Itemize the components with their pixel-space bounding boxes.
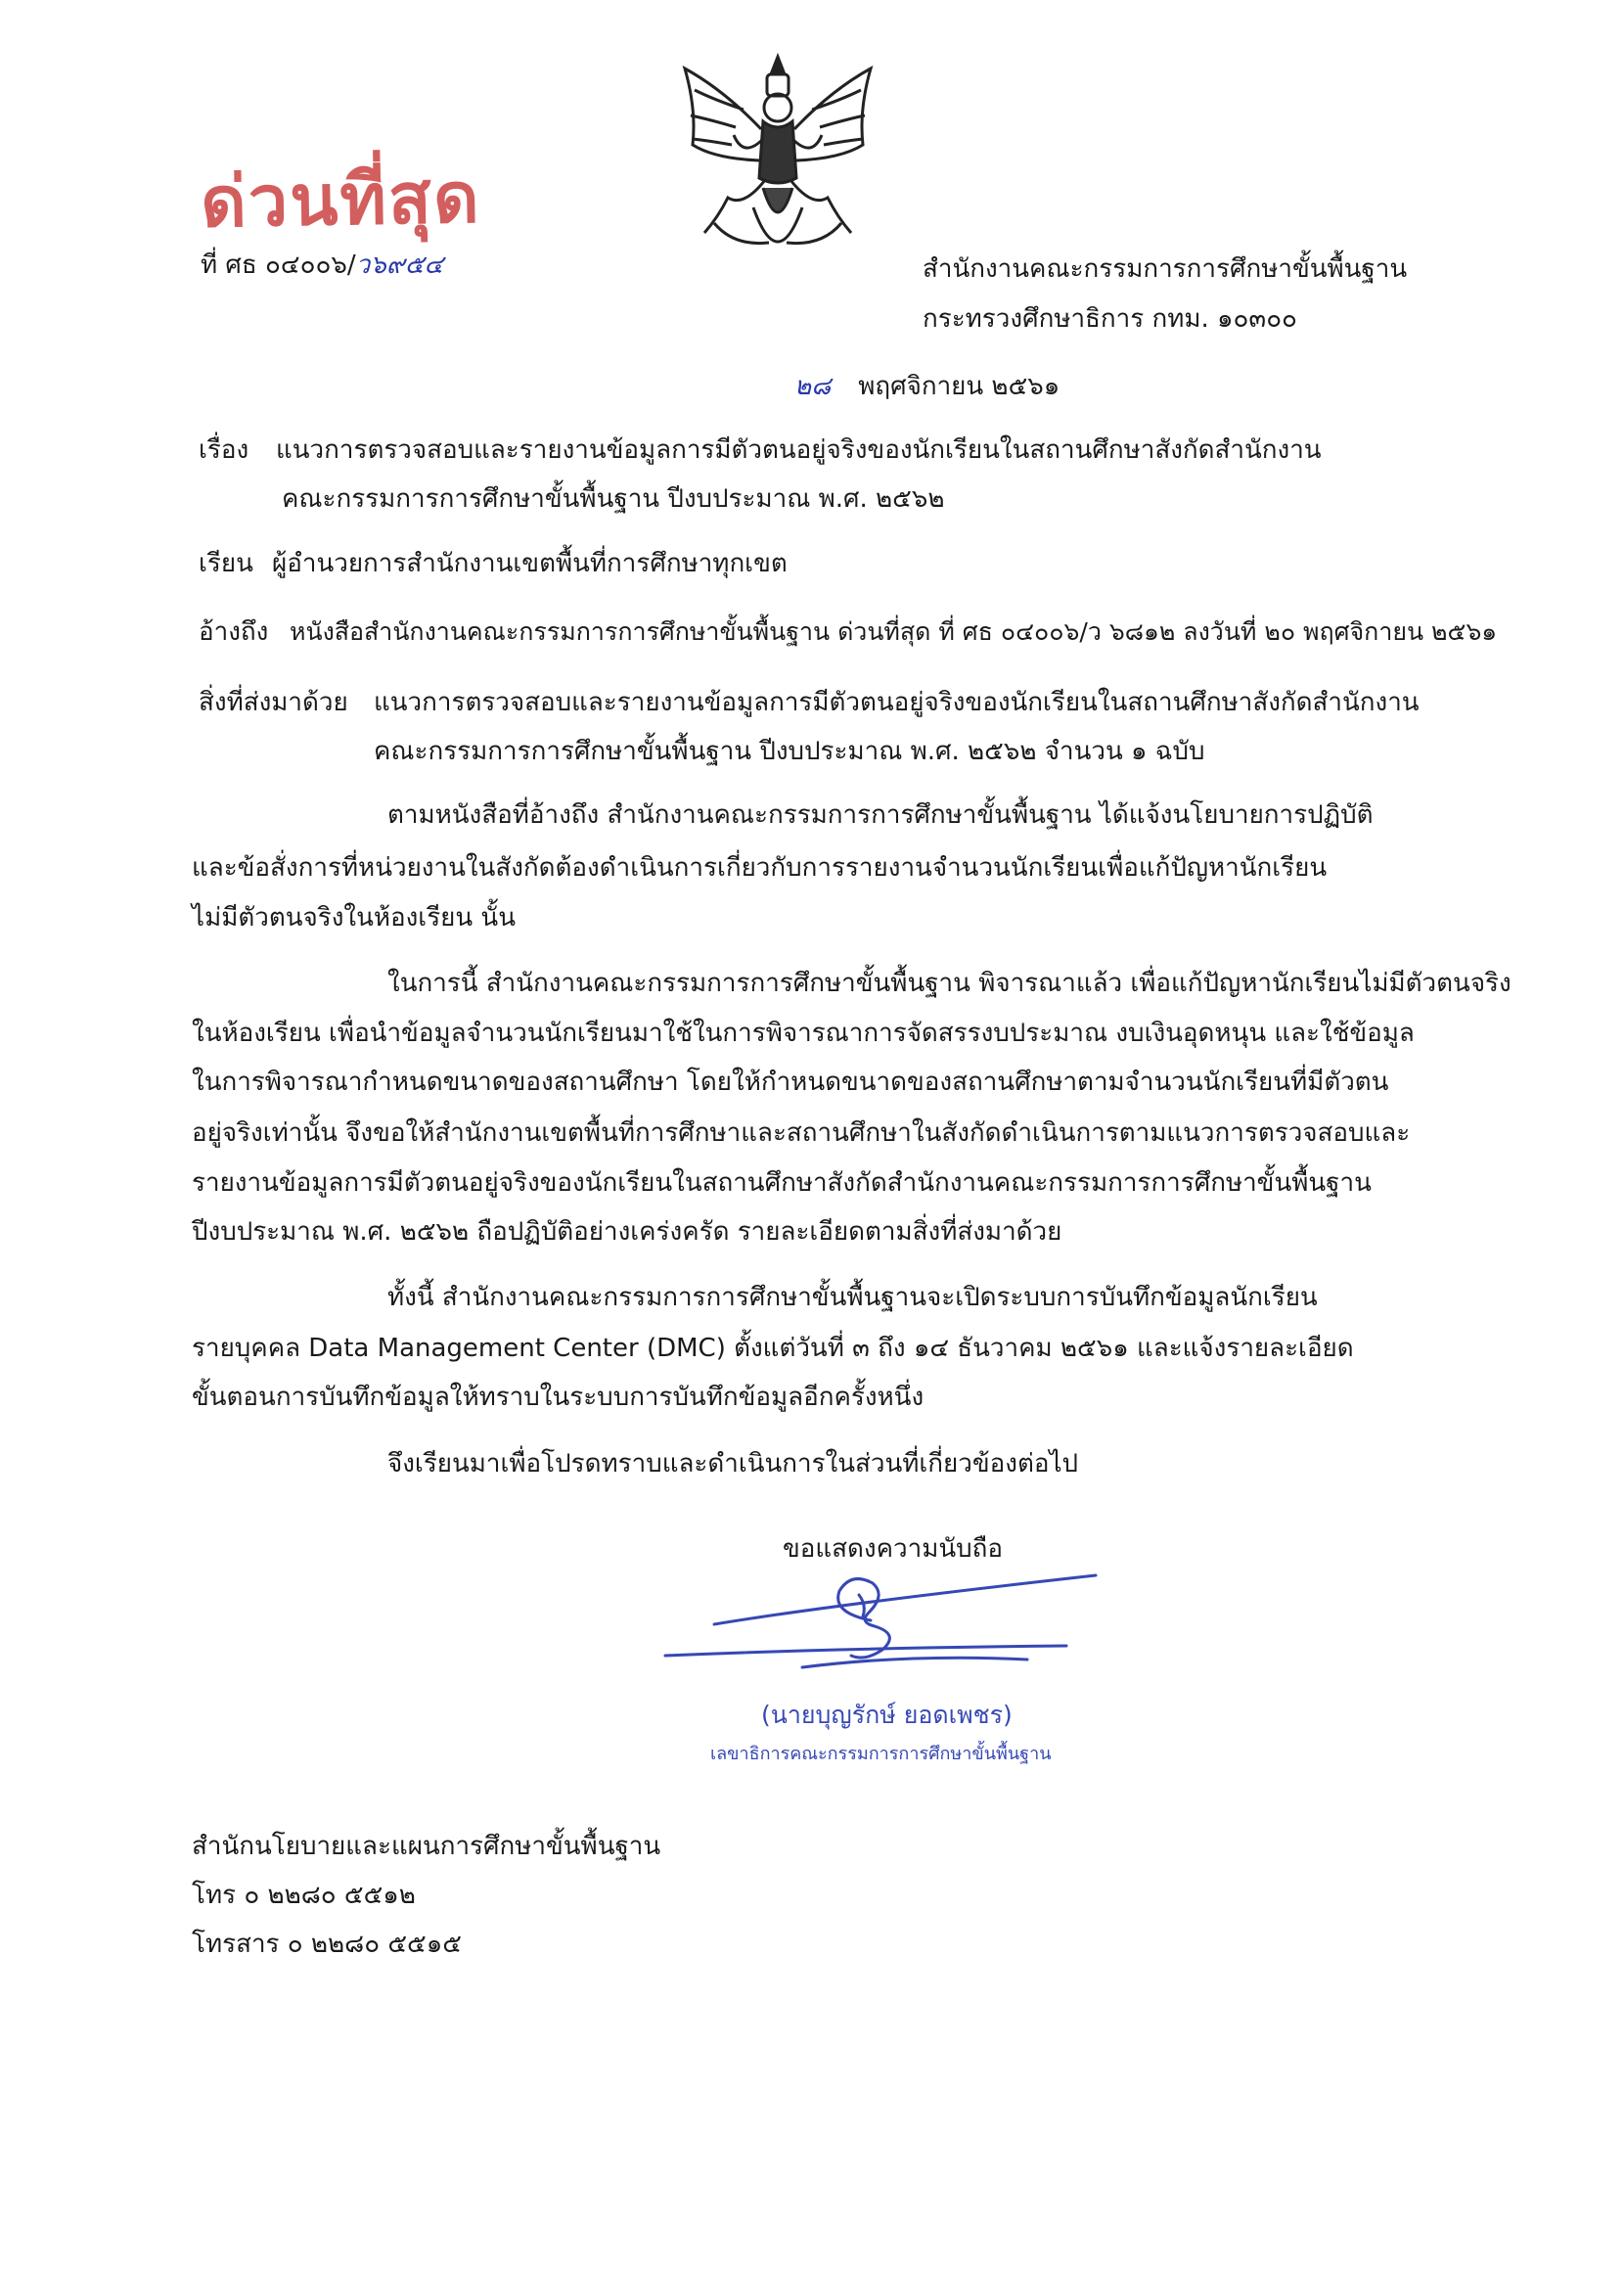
subject-label: เรื่อง	[199, 435, 249, 465]
paragraph-2-line-6: ปีงบประมาณ พ.ศ. ๒๕๖๒ ถือปฏิบัติอย่างเคร่งครัด รายละเอียดตามสิ่งที่ส่งมาด้วย	[192, 1217, 1062, 1247]
agency-name: สำนักงานคณะกรรมการการศึกษาขั้นพื้นฐาน	[923, 254, 1408, 284]
signatory-name: (นายบุญรักษ์ ยอดเพชร)	[761, 1701, 1013, 1729]
handwritten-day: ๒๘	[794, 372, 832, 401]
paragraph-1-line-3: ไม่มีตัวตนจริงในห้องเรียน นั้น	[192, 903, 516, 932]
footer-office: สำนักนโยบายและแผนการศึกษาขั้นพื้นฐาน	[192, 1832, 661, 1861]
handwritten-reference-number: ว๖๙๕๔	[355, 250, 444, 280]
enclosure-line-2: คณะกรรมการการศึกษาขั้นพื้นฐาน ปีงบประมาณ พ.ศ. ๒๕๖๒ จำนวน ๑ ฉบับ	[374, 737, 1205, 766]
reference-number	[201, 252, 443, 278]
enclosure-line-1: แนวการตรวจสอบและรายงานข้อมูลการมีตัวตนอยู่จริงของนักเรียนในสถานศึกษาสังกัดสำนักงาน	[374, 688, 1420, 717]
recipient-label: เรียน	[199, 549, 253, 578]
reference-prefix: ที่ ศธ ๐๔๐๐๖/	[201, 250, 356, 280]
subject-line-1: แนวการตรวจสอบและรายงานข้อมูลการมีตัวตนอยู่จริงของนักเรียนในสถานศึกษาสังกัดสำนักงาน	[276, 435, 1322, 465]
paragraph-3-line-2: รายบุคคล Data Management Center (DMC) ตั้งแต่วันที่ ๓ ถึง ๑๔ ธันวาคม ๒๕๖๑ และแจ้งรายละเอียด	[192, 1334, 1354, 1363]
garuda-emblem	[675, 51, 880, 282]
handwritten-signature	[655, 1566, 1105, 1673]
closing-sentence: จึงเรียนมาเพื่อโปรดทราบและดำเนินการในส่วนที่เกี่ยวข้องต่อไป	[387, 1449, 1079, 1478]
footer-fax: โทรสาร ๐ ๒๒๘๐ ๕๕๑๕	[192, 1930, 462, 1959]
reference-label: อ้างถึง	[199, 617, 269, 647]
paragraph-1-line-1: ตามหนังสือที่อ้างถึง สำนักงานคณะกรรมการการศึกษาขั้นพื้นฐาน ได้แจ้งนโยบายการปฏิบัติ	[387, 800, 1374, 830]
paragraph-2-line-2: ในห้องเรียน เพื่อนำข้อมูลจำนวนนักเรียนมาใช้ในการพิจารณาการจัดสรรงบประมาณ งบเงินอุดหนุน และใช้ข้อมูล	[192, 1019, 1415, 1048]
paragraph-3-line-3: ขั้นตอนการบันทึกข้อมูลให้ทราบในระบบการบันทึกข้อมูลอีกครั้งหนึ่ง	[192, 1383, 925, 1412]
date-month-year: พฤศจิกายน ๒๕๖๑	[858, 372, 1060, 401]
recipient: ผู้อำนวยการสำนักงานเขตพื้นที่การศึกษาทุกเขต	[272, 549, 788, 578]
subject-line-2: คณะกรรมการการศึกษาขั้นพื้นฐาน ปีงบประมาณ พ.ศ. ๒๕๖๒	[282, 484, 945, 514]
salutation: ขอแสดงความนับถือ	[783, 1534, 1003, 1564]
footer-phone: โทร ๐ ๒๒๘๐ ๕๕๑๒	[192, 1881, 416, 1910]
paragraph-2-line-1: ในการนี้ สำนักงานคณะกรรมการการศึกษาขั้นพื้นฐาน พิจารณาแล้ว เพื่อแก้ปัญหานักเรียนไม่มีตัวตนจริง	[387, 969, 1511, 998]
paragraph-2-line-4: อยู่จริงเท่านั้น จึงขอให้สำนักงานเขตพื้นที่การศึกษาและสถานศึกษาในสังกัดดำเนินการตามแนวการตรวจสอบและ	[192, 1118, 1411, 1148]
agency-address: กระทรวงศึกษาธิการ กทม. ๑๐๓๐๐	[923, 304, 1297, 334]
paragraph-2-line-5: รายงานข้อมูลการมีตัวตนอยู่จริงของนักเรียนในสถานศึกษาสังกัดสำนักงานคณะกรรมการการศึกษาขั้นพื้นฐาน	[192, 1168, 1372, 1198]
paragraph-3-line-1: ทั้งนี้ สำนักงานคณะกรรมการการศึกษาขั้นพื้นฐานจะเปิดระบบการบันทึกข้อมูลนักเรียน	[387, 1283, 1318, 1312]
document-date	[794, 374, 1060, 399]
signatory-title: เลขาธิการคณะกรรมการการศึกษาขั้นพื้นฐาน	[710, 1744, 1052, 1764]
paragraph-1-line-2: และข้อสั่งการที่หน่วยงานในสังกัดต้องดำเนินการเกี่ยวกับการรายงานจำนวนนักเรียนเพื่อแก้ปัญหานักเรียน	[192, 853, 1328, 883]
paragraph-2-line-3: ในการพิจารณากำหนดขนาดของสถานศึกษา โดยให้กำหนดขนาดของสถานศึกษาตามจำนวนนักเรียนที่มีตัวตน	[192, 1068, 1389, 1097]
enclosure-label: สิ่งที่ส่งมาด้วย	[199, 688, 348, 717]
reference-text: หนังสือสำนักงานคณะกรรมการการศึกษาขั้นพื้นฐาน ด่วนที่สุด ที่ ศธ ๐๔๐๐๖/ว ๖๘๑๒ ลงวันที่ ๒๐ พฤศจิกายน ๒๕๖๑	[290, 617, 1498, 646]
urgency-stamp: ด่วนที่สุด	[200, 156, 482, 244]
